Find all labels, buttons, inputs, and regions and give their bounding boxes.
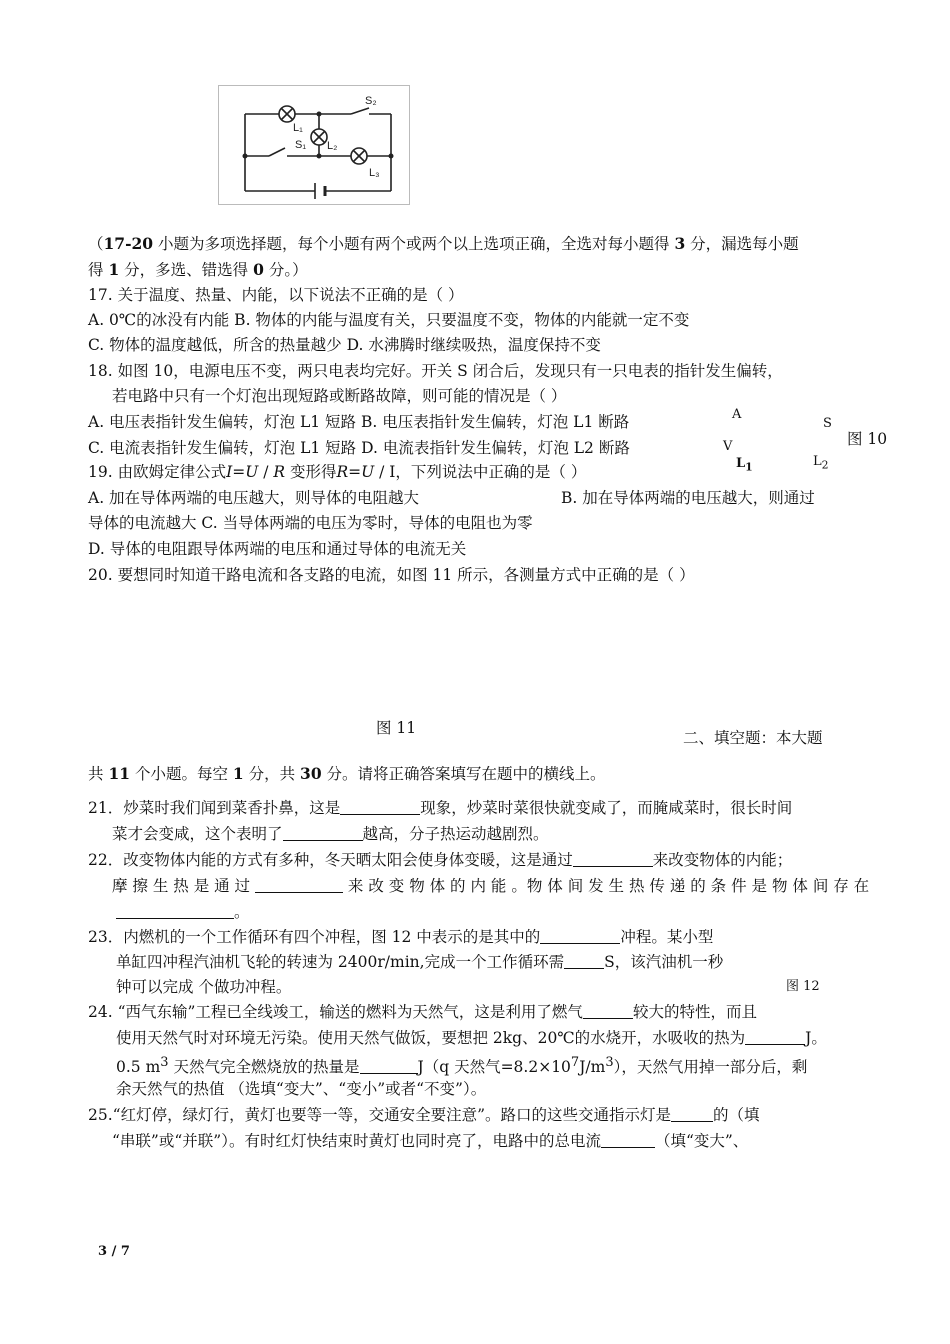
- q25-blank2[interactable]: [601, 1133, 655, 1148]
- fig12-caption: 图 12: [786, 979, 820, 994]
- q24-line1: 24. “西气东输”工程已全线竣工，输送的燃料为天然气，这是利用了燃气 较大的特性，而且: [88, 1003, 757, 1021]
- q22-blank1[interactable]: [573, 852, 653, 867]
- q25-line2: “串联”或“并联”）。有时红灯快结束时黄灯也同时亮了，电路中的总电流 （填“变大”、: [112, 1132, 749, 1150]
- circuit-diagram: [219, 86, 409, 204]
- q18-stem-line2: 若电路中只有一个灯泡出现短路或断路故障，则可能的情况是（ ）: [112, 387, 567, 405]
- fig11-caption: 图 11: [376, 719, 417, 737]
- fig10-label-a: A: [732, 407, 742, 422]
- q17-options-cd: C. 物体的温度越低，所含的热量越少 D. 水沸腾时继续吸热，温度保持不变: [88, 336, 601, 354]
- q19-option-b-cont-c: 导体的电流越大 C. 当导体两端的电压为零时，导体的电阻也为零: [88, 514, 533, 532]
- fig10-label-v: V: [723, 439, 733, 454]
- fig10-caption: 图 10: [847, 430, 888, 448]
- mc-instructions-line1: （17-20 小题为多项选择题，每个小题有两个或两个以上选项正确，全选对每小题得 3 分，漏选每小题: [88, 234, 799, 253]
- q23-line3: 钟可以完成 个做功冲程。: [116, 978, 292, 996]
- q22-line3: 。: [116, 902, 250, 922]
- section2-instructions: 共 11 个小题。每空 1 分，共 30 分。请将正确答案填写在题中的横线上。: [88, 764, 606, 783]
- q24-line4: 余天然气的热值 （选填“变大”、“变小”或者“不变”）。: [116, 1080, 487, 1098]
- q21-line2: 菜才会变咸，这个表明了 越高，分子热运动越剧烈。: [112, 825, 549, 843]
- q23-blank1[interactable]: [540, 929, 620, 944]
- q25-blank1[interactable]: [671, 1107, 713, 1122]
- q18-options-ab: A. 电压表指针发生偏转，灯泡 L1 短路 B. 电压表指针发生偏转，灯泡 L1 断路: [88, 413, 630, 431]
- q24-line2: 使用天然气时对环境无污染。使用天然气做饭，要想把 2kg、20℃的水烧开，水吸收的热为 J。: [116, 1029, 827, 1047]
- q20-stem: 20. 要想同时知道干路电流和各支路的电流，如图 11 所示，各测量方式中正确的是（ ）: [88, 566, 695, 584]
- section2-heading: 二、填空题：本大题: [683, 729, 823, 747]
- q24-line3: 0.5 $m^3$ 天然气完全燃烧放的热量是 J（q 天然气$=8.2\times 10^7J/m^3$），天然气用掉一部分后，剩: [116, 1055, 808, 1077]
- q18-options-cd: C. 电流表指针发生偏转，灯泡 L1 短路 D. 电流表指针发生偏转，灯泡 L2 断路: [88, 439, 630, 457]
- label-s1: S₁: [295, 139, 307, 151]
- label-l3: L₃: [369, 167, 380, 179]
- q23-line2: 单缸四冲程汽油机飞轮的转速为 2400r/min,完成一个工作循环需 S，该汽油机一秒: [116, 953, 724, 971]
- q22-blank3[interactable]: [116, 904, 234, 919]
- q19-option-d: D. 导体的电阻跟导体两端的电压和通过导体的电流无关: [88, 540, 467, 558]
- q22-line2: 摩 擦 生 热 是 通 过 来 改 变 物 体 的 内 能 。物 体 间 发 生 热 传 递 的 条 件 是 物 体 间 存 在: [112, 877, 870, 895]
- label-l1: L₁: [293, 122, 303, 134]
- label-s2: S₂: [365, 95, 377, 107]
- q19-stem: 19. 由欧姆定律公式I=U / R 变形得R=U / I，下列说法中正确的是（ ）: [88, 463, 587, 481]
- q21-blank2[interactable]: [283, 826, 363, 841]
- q24-blank1[interactable]: [583, 1004, 633, 1019]
- mc-instructions-line2: 得 1 分，多选、错选得 0 分。）: [88, 260, 308, 279]
- q19-option-b: B. 加在导体两端的电压越大，则通过: [561, 489, 815, 507]
- q23-blank2[interactable]: [564, 954, 604, 969]
- fig10-label-s: S: [823, 416, 832, 431]
- q22-blank2[interactable]: [255, 878, 343, 893]
- q21-line1: 21．炒菜时我们闻到菜香扑鼻，这是 现象，炒菜时菜很快就变咸了，而腌咸菜时，很长时间: [88, 799, 793, 817]
- q17-stem: 17. 关于温度、热量、内能，以下说法不正确的是（ ）: [88, 286, 464, 304]
- q22-line1: 22．改变物体内能的方式有多种，冬天晒太阳会使身体变暖，这是通过 来改变物体的内能；: [88, 851, 793, 869]
- q19-option-a: A. 加在导体两端的电压越大，则导体的电阻越大: [88, 489, 420, 507]
- fig10-label-l2: $L_2$: [813, 454, 829, 472]
- fig10-label-l1: $L_1$: [736, 456, 753, 474]
- q24-blank3[interactable]: [360, 1059, 418, 1074]
- label-l2: L₂: [327, 140, 338, 152]
- q18-stem-line1: 18. 如图 10，电源电压不变，两只电表均完好。开关 S 闭合后，发现只有一只电表的指针发生偏转，: [88, 362, 783, 380]
- q21-blank1[interactable]: [340, 800, 420, 815]
- q25-line1: 25.“红灯停，绿灯行，黄灯也要等一等，交通安全要注意”。路口的这些交通指示灯是 的（填: [88, 1106, 760, 1124]
- q23-line1: 23．内燃机的一个工作循环有四个冲程，图 12 中表示的是其中的 冲程。某小型: [88, 928, 714, 946]
- circuit-figure: [218, 85, 410, 205]
- q24-blank2[interactable]: [745, 1030, 805, 1045]
- q17-options-ab: A. 0℃的冰没有内能 B. 物体的内能与温度有关，只要温度不变，物体的内能就一定不变: [88, 311, 690, 329]
- page-number: 3 / 7: [98, 1244, 130, 1259]
